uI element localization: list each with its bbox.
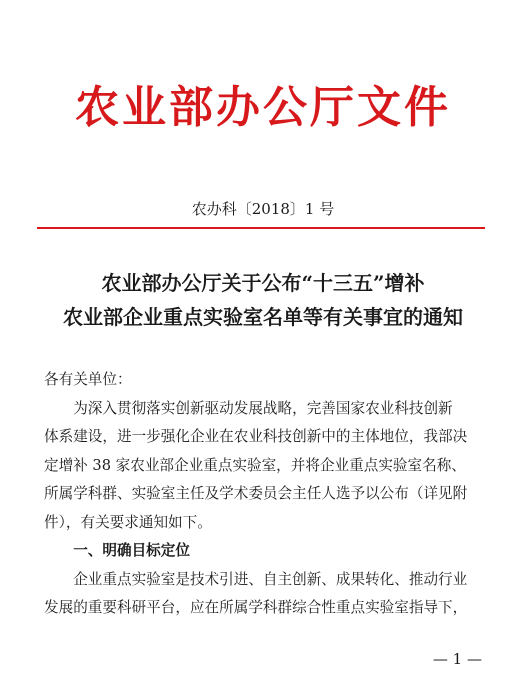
paragraph-line: 定增补 38 家农业部企业重点实验室，并将企业重点实验室名称、 [44, 456, 466, 474]
salutation: 各有关单位： [44, 371, 132, 388]
paragraph-line: 发展的重要科研平台，应在所属学科群综合性重点实验室指导下， [44, 599, 468, 616]
paragraph-1 [44, 395, 484, 538]
notice-title-line-2: 农业部企业重点实验室名单等有关事宜的通知 [63, 305, 463, 329]
document-body [44, 366, 484, 623]
paragraph-line: 所属学科群、实验室主任及学术委员会主任人选予以公布（详见附 [44, 485, 468, 502]
paragraph-line: 件），有关要求通知如下。 [44, 513, 212, 531]
paragraph-2 [44, 566, 484, 623]
document-header-title: 农业部办公厅文件 [75, 82, 451, 133]
notice-title-line-1: 农业部办公厅关于公布“十三五”增补 [101, 271, 425, 295]
document-number: 农办科〔2018〕1 号 [191, 200, 335, 218]
paragraph-line: 体系建设，进一步强化企业在农业科技创新中的主体地位，我部决 [44, 428, 468, 445]
paragraph-line: 为深入贯彻落实创新驱动发展战略，完善国家农业科技创新 [73, 399, 453, 417]
paragraph-line: 企业重点实验室是技术引进、自主创新、成果转化、推动行业 [73, 570, 468, 588]
red-divider-line [37, 227, 485, 229]
section-heading-1: 一、明确目标定位 [73, 542, 190, 559]
notice-title [0, 266, 526, 334]
page-number: — 1 — [432, 650, 482, 668]
